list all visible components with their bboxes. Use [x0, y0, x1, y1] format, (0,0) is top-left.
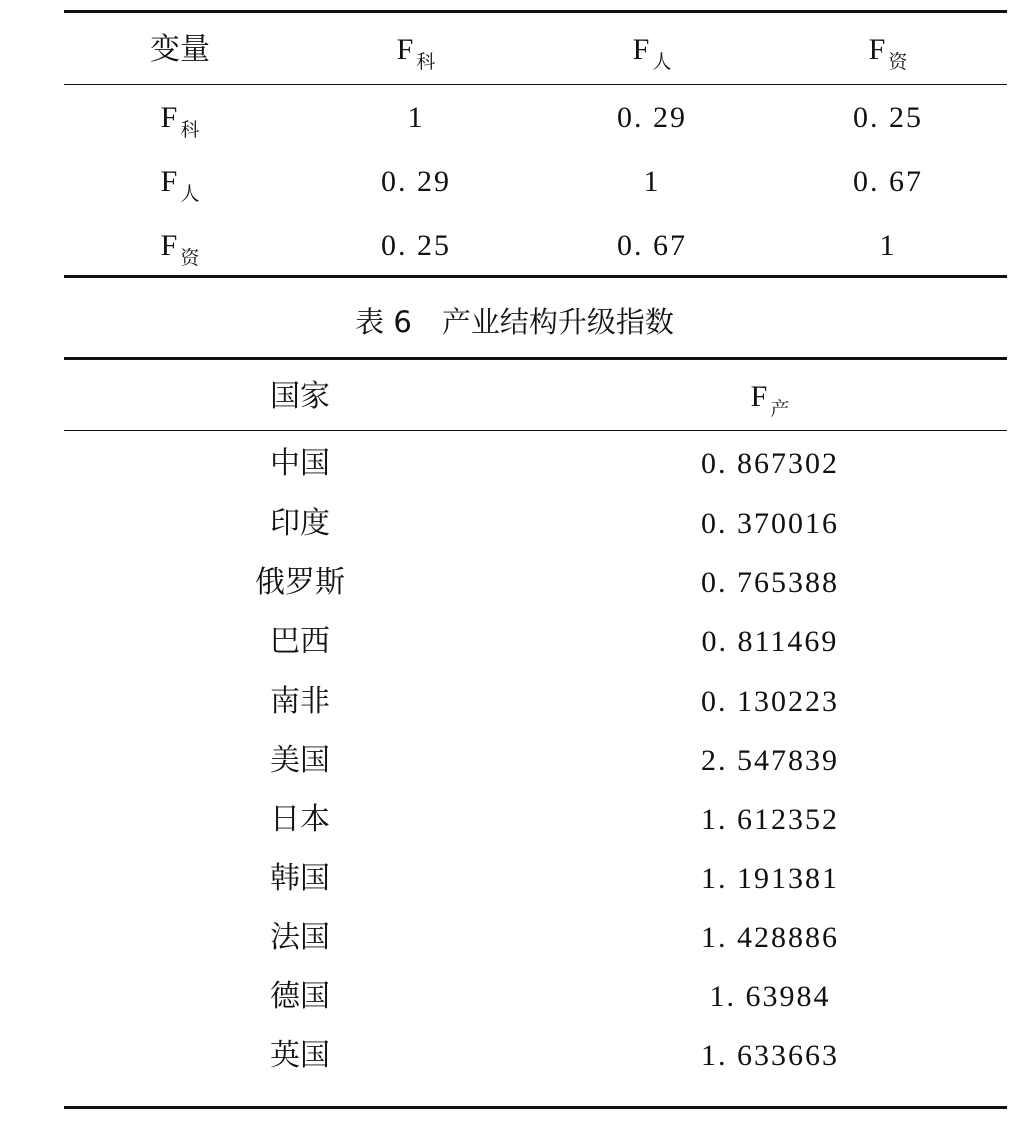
table-cell: 0. 67 — [617, 229, 687, 262]
table-row-country: 俄罗斯 — [255, 565, 345, 600]
table-row-country: 中国 — [270, 446, 330, 481]
table-row-value: 1. 191381 — [701, 862, 839, 895]
header-variable: 变量 — [150, 32, 210, 67]
table-row-country: 法国 — [270, 920, 330, 955]
table-row-value: 1. 612352 — [701, 803, 839, 836]
table-row-country: 韩国 — [270, 861, 330, 896]
table-row-value: 0. 765388 — [701, 566, 839, 599]
table-cell: 1 — [879, 229, 897, 262]
header-country: 国家 — [270, 379, 330, 414]
table-cell: 0. 25 — [381, 229, 451, 262]
table-cell: 0. 25 — [853, 101, 923, 134]
table-row-country: 美国 — [270, 743, 330, 778]
table-row-value: 0. 811469 — [701, 625, 839, 658]
table-row-country: 日本 — [270, 802, 330, 837]
table-cell: 0. 29 — [381, 165, 451, 198]
row-label-f-zi: F $_资$ — [160, 229, 200, 269]
table-row-value: 0. 370016 — [701, 507, 839, 540]
table-row-value: 1. 633663 — [701, 1039, 839, 1072]
table-bottom-rule — [64, 275, 1007, 278]
table-caption — [0, 300, 1029, 344]
caption-title: 产业结构升级指数 — [441, 305, 674, 339]
header-f-chan: F $_产$ — [750, 380, 790, 420]
table-top-rule — [64, 10, 1007, 13]
table-row-country: 德国 — [270, 979, 330, 1014]
header-f-zi: F $_资$ — [868, 33, 908, 73]
table-row-country: 南非 — [270, 684, 330, 719]
table-row-country: 巴西 — [270, 624, 330, 659]
table-row-value: 0. 867302 — [701, 447, 839, 480]
header-rule — [64, 430, 1007, 431]
caption-label: 表 6 — [355, 305, 412, 339]
table-cell: 1 — [643, 165, 661, 198]
table-cell: 0. 29 — [617, 101, 687, 134]
row-label-f-ren: F $_人$ — [160, 165, 200, 205]
table-row-value: 1. 63984 — [709, 980, 831, 1013]
table-row-value: 2. 547839 — [701, 744, 839, 777]
header-f-ke: F $_科$ — [396, 33, 436, 73]
table-row-value: 1. 428886 — [701, 921, 839, 954]
row-label-f-ke: F $_科$ — [160, 101, 200, 141]
table-cell: 0. 67 — [853, 165, 923, 198]
table-row-country: 英国 — [270, 1038, 330, 1073]
table-bottom-rule — [64, 1106, 1007, 1109]
table-cell: 1 — [407, 101, 425, 134]
table-row-country: 印度 — [270, 506, 330, 541]
header-rule — [64, 84, 1007, 85]
header-f-ren: F $_人$ — [632, 33, 672, 73]
table-row-value: 0. 130223 — [701, 685, 839, 718]
table-top-rule — [64, 357, 1007, 360]
